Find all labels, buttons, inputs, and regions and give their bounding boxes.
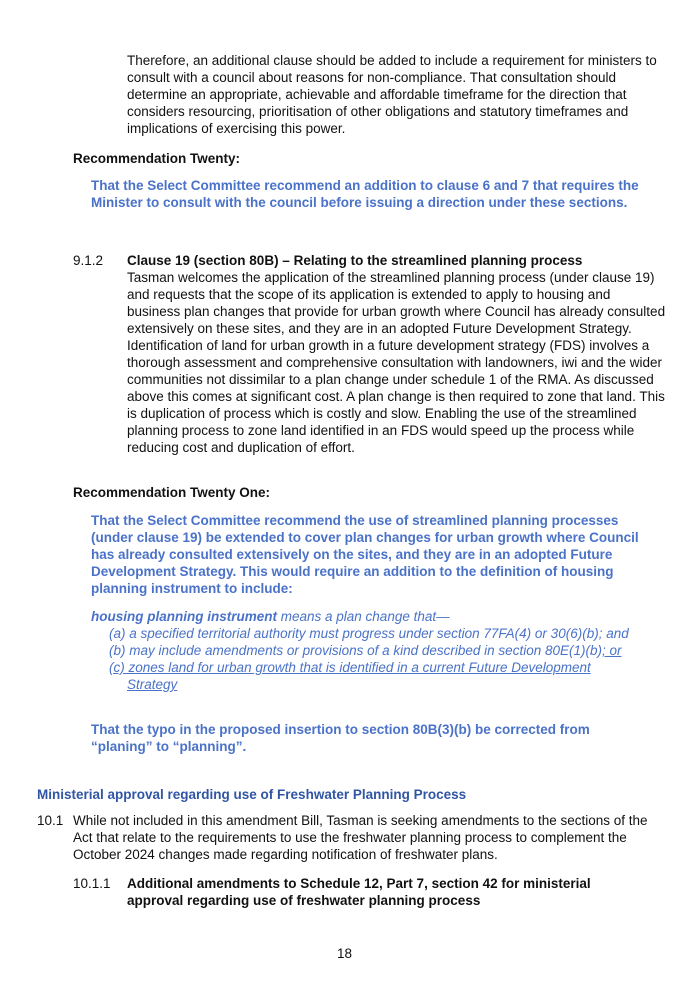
recommendation-twenty-one-heading: Recommendation Twenty One: [73,485,271,500]
definition-item-b [109,642,659,659]
recommendation-twenty-text: That the Select Committee recommend an addition to clause 6 and 7 that requires the Minister to consult with the council before issuing a direction under these sections. [91,178,639,210]
paragraph-number-10-1: 10.1 [37,813,64,828]
definition-term: housing planning instrument [91,609,277,624]
definition-rest: means a plan change that— [277,609,450,624]
definition-line [91,608,656,625]
definition-item-b-text: (b) may include amendments or provisions of a kind described in section 80E(1)(b) [109,643,602,658]
clause-title: Clause 19 (section 80B) – Relating to the streamlined planning process [127,253,583,268]
paragraph-number-10-1-1: 10.1.1 [73,876,111,891]
definition-item-c-line2: Strategy [127,677,178,692]
definition-item-a: (a) a specified territorial authority must progress under section 77FA(4) or 30(6)(b); and [109,626,629,641]
paragraph-10-1-text: While not included in this amendment Bill, Tasman is seeking amendments to the sections of the Act that relate to the requirements to use the freshwater planning process to complement the October 2024 changes made regarding notification of freshwater plans. [73,813,648,862]
intro-paragraph: Therefore, an additional clause should be added to include a requirement for ministers to consult with a council about reasons for non-compliance. That consultation should determine an appropriate, achievable and affordable timeframe for the direction that considers resourcing, prioritisation of other obligations and statutory timeframes and implications of exercising this power. [127,53,657,136]
definition-item-c-line1: (c) zones land for urban growth that is identified in a current Future Development [109,660,591,675]
recommendation-twenty-heading: Recommendation Twenty: [73,151,241,166]
definition-item-b-insertion: ; or [601,643,622,658]
page-number: 18 [336,946,353,961]
typo-correction-text: That the typo in the proposed insertion to section 80B(3)(b) be corrected from “planing” to “planning”. [91,722,590,754]
section-heading-ministerial: Ministerial approval regarding use of Freshwater Planning Process [37,787,467,802]
clause-body: Tasman welcomes the application of the streamlined planning process (under clause 19) and requests that the scope of its application is extended to apply to housing and business plan changes that provide for urban growth where Council has already consulted extensively on these sites, and they are in an adopted Future Development Strategy. Identification of land for urban growth in a future development strategy (FDS) involves a thorough assessment and comprehensive consultation with landowners, iwi and the wider communities not dissimilar to a plan change under schedule 1 of the RMA. As discussed above this comes at significant cost. A plan change is then required to zone that land. This is duplication of process which is costly and slow. Enabling the use of the streamlined planning process to zone land identified in an FDS would speed up the process while reducing cost and duplication of effort. [127,270,666,455]
paragraph-10-1-1-title: Additional amendments to Schedule 12, Part 7, section 42 for ministerial approval regarding use of freshwater planning process [127,876,591,908]
clause-number: 9.1.2 [73,253,104,268]
recommendation-twenty-one-text: That the Select Committee recommend the use of streamlined planning processes (under clause 19) be extended to cover plan changes for urban growth where Council has already consulted extensively on the sites, and they are in an adopted Future Development Strategy. This would require an addition to the definition of housing planning instrument to include: [91,513,639,596]
